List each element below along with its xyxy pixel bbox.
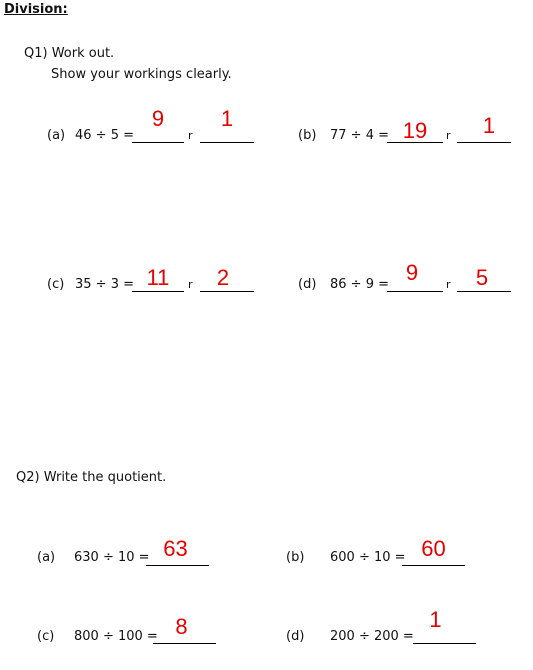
division-expression: 630 ÷ 10 = (74, 550, 150, 565)
q1-heading: Q1) Work out. (24, 46, 115, 61)
remainder-answer: 5 (475, 265, 489, 290)
worksheet-title: Division: (4, 2, 68, 17)
answer-line (402, 565, 465, 566)
quotient-answer: 19 (402, 118, 428, 143)
quotient-answer: 9 (151, 106, 165, 131)
answer-line (146, 565, 209, 566)
remainder-label: r (188, 129, 193, 142)
division-expression: 200 ÷ 200 = (330, 629, 414, 644)
q1-instruction: Show your workings clearly. (51, 67, 232, 82)
division-expression: 800 ÷ 100 = (74, 629, 158, 644)
remainder-label: r (446, 129, 451, 142)
remainder-label: r (446, 278, 451, 291)
quotient-answer: 1 (429, 607, 442, 632)
division-expression: 46 ÷ 5 = (75, 128, 134, 143)
division-expression: 600 ÷ 10 = (330, 550, 406, 565)
q2-heading: Q2) Write the quotient. (16, 470, 167, 485)
remainder-answer: 1 (220, 106, 234, 131)
remainder-label: r (188, 278, 193, 291)
item-label: (c) (47, 277, 65, 292)
quotient-answer: 8 (175, 614, 188, 639)
quotient-answer-line (387, 291, 443, 292)
quotient-answer-line (132, 142, 184, 143)
quotient-answer: 63 (163, 536, 188, 561)
quotient-answer: 11 (146, 265, 170, 290)
answer-line (413, 643, 476, 644)
division-expression: 35 ÷ 3 = (75, 277, 134, 292)
item-label: (b) (286, 550, 305, 565)
quotient-answer-line (132, 291, 184, 292)
item-label: (a) (37, 550, 56, 565)
quotient-answer: 60 (421, 536, 446, 561)
remainder-answer-line (200, 291, 254, 292)
quotient-answer: 9 (405, 260, 419, 285)
item-label: (d) (286, 629, 305, 644)
remainder-answer-line (457, 291, 511, 292)
remainder-answer-line (200, 142, 254, 143)
item-label: (c) (37, 629, 55, 644)
division-expression: 77 ÷ 4 = (330, 128, 389, 143)
item-label: (d) (298, 277, 317, 292)
remainder-answer-line (457, 142, 511, 143)
division-expression: 86 ÷ 9 = (330, 277, 389, 292)
answer-line (153, 643, 216, 644)
item-label: (a) (47, 128, 66, 143)
item-label: (b) (298, 128, 317, 143)
remainder-answer: 2 (216, 265, 230, 290)
remainder-answer: 1 (482, 113, 496, 138)
